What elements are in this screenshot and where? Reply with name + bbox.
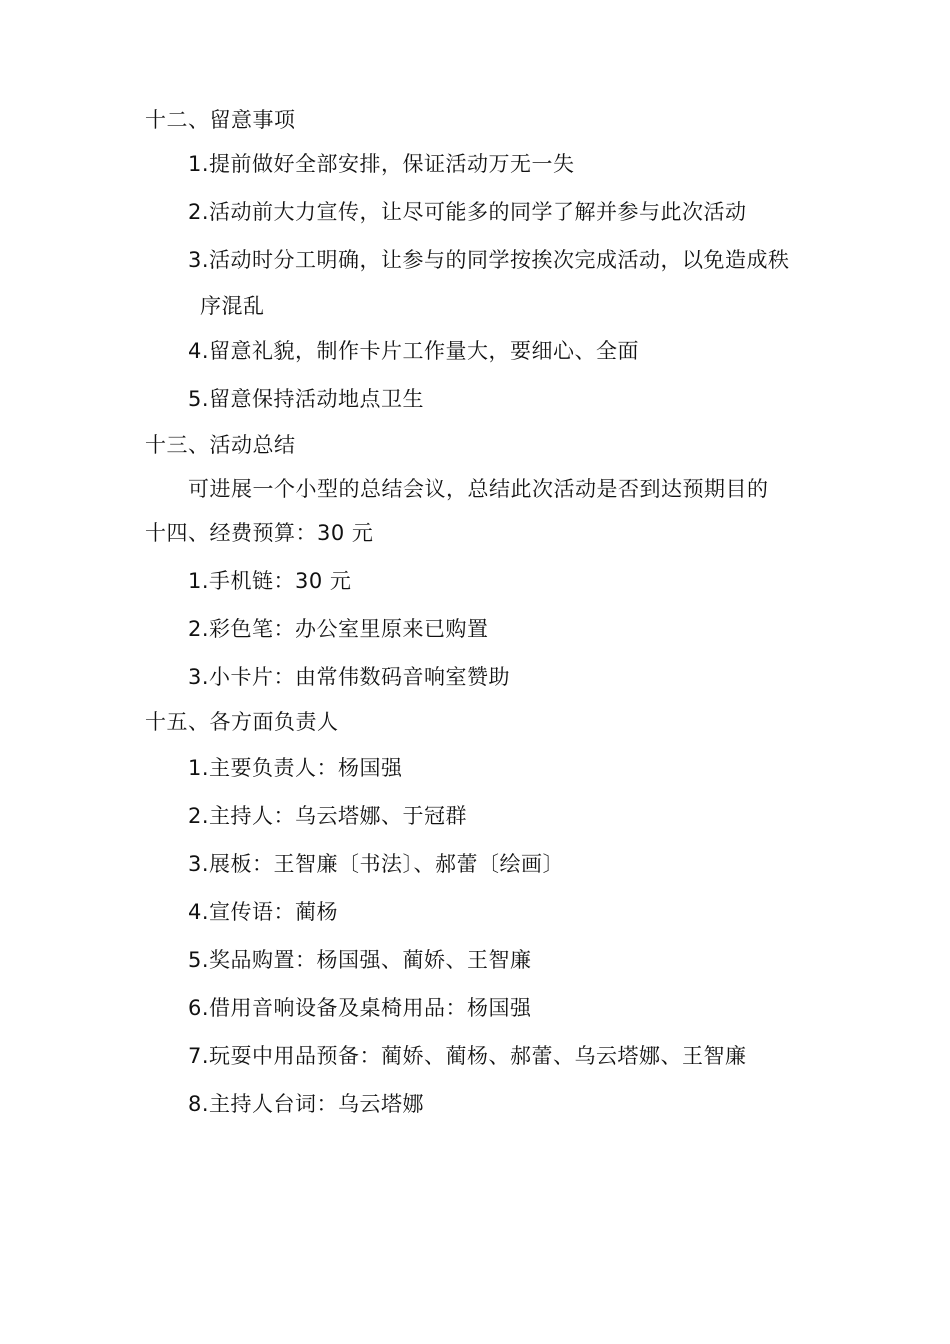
list-item: 2.活动前大力宣传，让尽可能多的同学了解并参与此次活动 xyxy=(188,200,747,224)
list-item: 7.玩耍中用品预备：蔺娇、蔺杨、郝蕾、乌云塔娜、王智廉 xyxy=(188,1044,747,1068)
list-item: 4.留意礼貌，制作卡片工作量大，要细心、全面 xyxy=(188,339,640,363)
list-item: 3.小卡片：由常伟数码音响室赞助 xyxy=(188,665,511,689)
list-item: 1.提前做好全部安排，保证活动万无一失 xyxy=(188,152,575,176)
list-item: 2.主持人：乌云塔娜、于冠群 xyxy=(188,804,468,828)
list-item: 6.借用音响设备及桌椅用品：杨国强 xyxy=(188,996,532,1020)
list-item-continuation: 序混乱 xyxy=(200,294,265,318)
section-heading-14: 十四、经费预算：30 元 xyxy=(145,521,374,545)
list-item: 1.主要负责人：杨国强 xyxy=(188,756,403,780)
list-item: 1.手机链：30 元 xyxy=(188,569,352,593)
paragraph: 可进展一个小型的总结会议，总结此次活动是否到达预期目的 xyxy=(188,477,769,501)
section-heading-13: 十三、活动总结 xyxy=(145,433,296,457)
list-item: 5.留意保持活动地点卫生 xyxy=(188,387,425,411)
section-heading-15: 十五、各方面负责人 xyxy=(145,710,339,734)
list-item: 3.展板：王智廉〔书法〕、郝蕾〔绘画〕 xyxy=(188,852,565,876)
list-item: 3.活动时分工明确，让参与的同学按挨次完成活动，以免造成秩 xyxy=(188,248,790,272)
list-item: 4.宣传语：蔺杨 xyxy=(188,900,339,924)
list-item: 2.彩色笔：办公室里原来已购置 xyxy=(188,617,489,641)
list-item: 5.奖品购置：杨国强、蔺娇、王智廉 xyxy=(188,948,532,972)
section-heading-12: 十二、留意事项 xyxy=(145,108,296,132)
list-item: 8.主持人台词：乌云塔娜 xyxy=(188,1092,425,1116)
